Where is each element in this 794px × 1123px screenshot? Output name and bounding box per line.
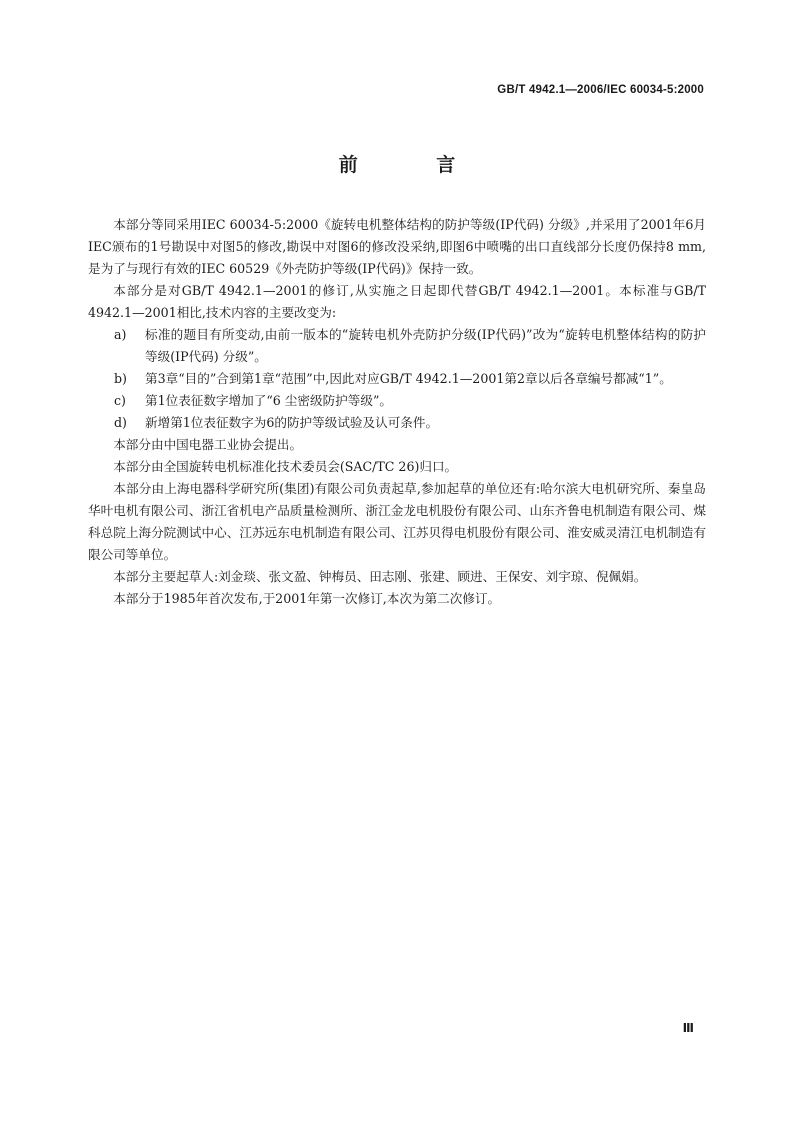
paragraph-drafting-units: 本部分由上海电器科学研究所(集团)有限公司负责起草,参加起草的单位还有:哈尔滨大电机研究所、秦皇岛华叶电机有限公司、浙江省机电产品质量检测所、浙江金龙电机股份有限公司、山东齐鲁电机制造有限公司、煤科总院上海分院测试中心、江苏远东电机制造有限公司、江苏贝得电机股份有限公司、淮安威灵清江电机制造有限公司等单位。 bbox=[88, 481, 706, 562]
list-item-text: 新增第1位表征数字为6的防护等级试验及认可条件。 bbox=[145, 415, 439, 430]
list-marker: a) bbox=[114, 327, 127, 342]
paragraph-drafters: 本部分主要起草人:刘金琰、张文盈、钟梅员、田志刚、张建、顾进、王保安、刘宇琼、倪佩娟。 bbox=[113, 569, 647, 584]
list-item bbox=[88, 412, 706, 434]
paragraph-adoption: 本部分等同采用IEC 60034-5:2000《旋转电机整体结构的防护等级(IP代码) 分级》,并采用了2001年6月IEC颁布的1号勘误中对图5的修改,勘误中对图6的修改没采纳,即图6中喷嘴的出口直线部分长度仍保持8 mm,是为了与现行有效的IEC 60529《外壳防护等级(IP代码)》保持一致。 bbox=[88, 217, 706, 276]
list-marker: d) bbox=[114, 415, 127, 430]
list-item bbox=[88, 368, 706, 390]
list-item bbox=[88, 390, 706, 412]
list-marker: c) bbox=[114, 393, 126, 408]
standard-code: GB/T 4942.1—2006/IEC 60034-5:2000 bbox=[497, 84, 704, 96]
paragraph-history: 本部分于1985年首次发布,于2001年第一次修订,本次为第二次修订。 bbox=[113, 591, 501, 606]
list-marker: b) bbox=[114, 371, 127, 386]
list-item-text: 标准的题目有所变动,由前一版本的“旋转电机外壳防护分级(IP代码)”改为“旋转电机整体结构的防护等级(IP代码) 分级”。 bbox=[145, 327, 706, 364]
list-item bbox=[88, 324, 706, 368]
list-item-text: 第1位表征数字增加了“6 尘密级防护等级”。 bbox=[145, 393, 392, 408]
paragraph-proposer: 本部分由中国电器工业协会提出。 bbox=[113, 437, 303, 452]
page-title: 前 言 bbox=[338, 154, 492, 176]
page-number: Ⅲ bbox=[682, 1021, 694, 1035]
paragraph-committee: 本部分由全国旋转电机标准化技术委员会(SAC/TC 26)归口。 bbox=[113, 459, 458, 474]
list-item-text: 第3章“目的”合到第1章“范围”中,因此对应GB/T 4942.1—2001第2章以后各章编号都减“1”。 bbox=[145, 371, 672, 386]
foreword-body bbox=[88, 214, 706, 610]
paragraph-revision: 本部分是对GB/T 4942.1—2001的修订,从实施之日起即代替GB/T 4942.1—2001。本标准与GB/T 4942.1—2001相比,技术内容的主要改变为: bbox=[88, 283, 706, 320]
